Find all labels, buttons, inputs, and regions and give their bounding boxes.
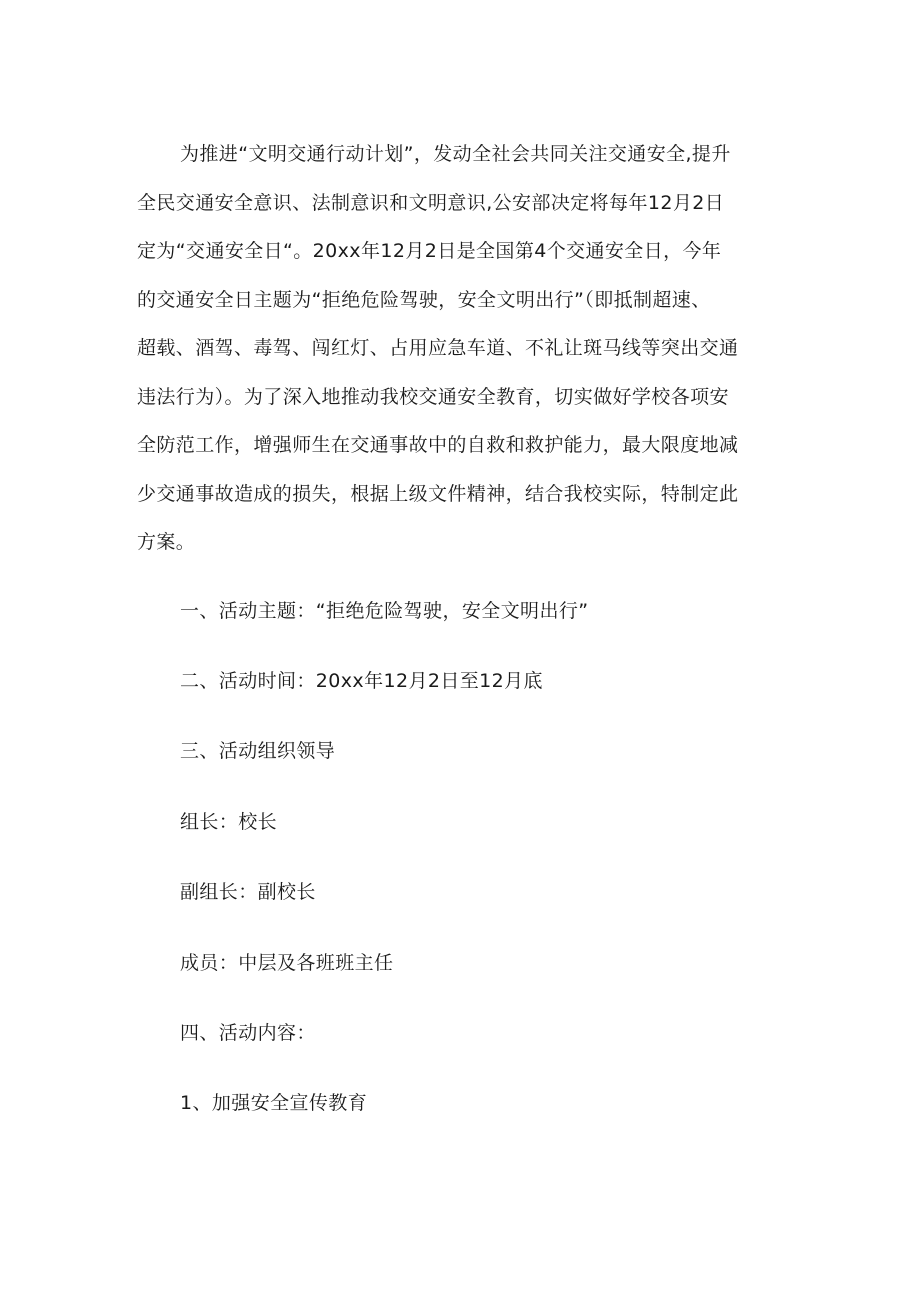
intro-line: 定为“交通安全日“。20xx年12月2日是全国第4个交通安全日，今年 <box>137 240 722 262</box>
intro-line: 违法行为）。为了深入地推动我校交通安全教育，切实做好学校各项安 <box>137 385 729 408</box>
content-heading: 四、活动内容： <box>180 1022 316 1044</box>
intro-line: 全民交通安全意识、法制意识和文明意识,公安部决定将每年12月2日 <box>137 191 725 214</box>
activity-theme: 一、活动主题：“拒绝危险驾驶，安全文明出行” <box>180 600 589 622</box>
content-item-1: 1、加强安全宣传教育 <box>180 1092 368 1114</box>
activity-time: 二、活动时间：20xx年12月2日至12月底 <box>180 670 543 692</box>
intro-line: 超载、酒驾、毒驾、闯红灯、占用应急车道、不礼让斑马线等突出交通 <box>137 337 739 359</box>
deputy-leader: 副组长：副校长 <box>180 881 316 903</box>
intro-line: 为推进“文明交通行动计划”，发动全社会共同关注交通安全,提升 <box>180 143 731 165</box>
team-leader: 组长：校长 <box>180 811 278 833</box>
intro-paragraph <box>137 130 787 567</box>
intro-line: 方案。 <box>137 531 196 553</box>
team-members: 成员：中层及各班班主任 <box>180 952 394 974</box>
intro-line: 全防范工作，增强师生在交通事故中的自救和救护能力，最大限度地减 <box>137 434 739 456</box>
intro-line: 的交通安全日主题为“拒绝危险驾驶，安全文明出行”（即抵制超速、 <box>137 288 711 311</box>
intro-line: 少交通事故造成的损失，根据上级文件精神，结合我校实际，特制定此 <box>137 482 739 505</box>
organization-heading: 三、活动组织领导 <box>180 740 336 762</box>
